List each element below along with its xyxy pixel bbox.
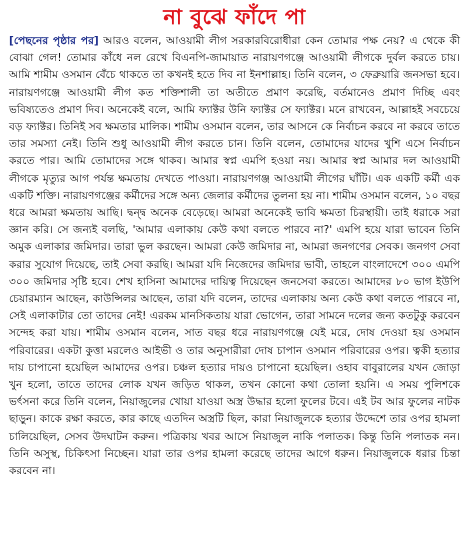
article-body (9, 33, 460, 480)
article-headline: না বুঝে ফাঁদে পা (163, 5, 306, 29)
continued-from-marker: [পেছনের পৃষ্ঠার পর] (9, 35, 99, 47)
article-body-text: আরও বলেন, আওয়ামী লীগ সরকারবিরোধীরা কেন তোমার পক্ষ নেয়? এ থেকে কী বোঝা গেল! তোমার কাঁধে নল রেখে বিএনপি-জামায়াত নারায়ণগঞ্জে আওয়ামী লীগকে দুর্বল করতে চায়। আমি শামীম ওসমান বেঁচে থাকতে তা কখনই হতে দিব না ইনশাল্লাহ। তিনি বলেন, ৩ ফেব্রুয়ারি জনসভা হবে। নারায়ণগঞ্জে আওয়ামী লীগ কত শক্তিশালী তা অতীতে প্রমাণ করেছি, বর্তমানেও প্রমাণ দিচ্ছি এবং ভবিষ্যতেও প্রমাণ দিব। অনেকেই বলে, আমি ফ্যাক্টর উনি ফ্যাক্টর সে ফ্যাক্টর। মনে রাখবেন, আল্লাহই সবচেয়ে বড় ফ্যাক্টর। তিনিই সব ক্ষমতার মালিক। শামীম ওসমান বলেন, তার আসনে কে নির্বাচন করবে না করবে তাতে তার সমস্যা নেই। তিনি শুধু আওয়ামী লীগ করতে চান। তিনি বলেন, তোমাদের যাদের খুশি এসে নির্বাচন করতে পার। আমি তোমাদের সঙ্গে থাকব। আমার স্বপ্ন এমপি হওয়া নয়। আমার স্বপ্ন আমার দল আওয়ামী লীগকে মৃত্যুর আগ পর্যন্ত ক্ষমতায় দেখতে পাওয়া। নারায়ণগঞ্জ আওয়ামী লীগের ঘাঁটি। এক একটি কর্মী এক একটি শক্তি। নারায়ণগঞ্জের কর্মীদের সঙ্গে অন্য জেলার কর্মীদের তুলনা হয় না। শামীম ওসমান বলেন, ১০ বছর ধরে আমরা ক্ষমতায় আছি। দ্বন্দ্ব অনেক বেড়েছে। আমরা অনেকেই ভাবি ক্ষমতা চিরস্থায়ী। তাই ধরাকে সরা জ্ঞান করি। সে জন্যই বলছি, 'আমার এলাকায় কেউ কথা বলতে পারবে না?' এমপি হয়ে যারা ভাবেন তিনি অমুক এলাকার জমিদার। তারা ভুল করছেন। আমরা কেউ জমিদার না, আমরা জনগণের সেবক। জনগণ সেবা করার সুযোগ দিয়েছে, তাই সেবা করছি। আমরা যদি নিজেদের জমিদার ভাবী, তাহলে বাংলাদেশে ৩০০ এমপি ৩০০ জমিদার সৃষ্টি হবে। শেখ হাসিনা আমাদের দায়িত্ব দিয়েছেন জনসেবা করতে। আমাদের ৮০ ভাগ ইউপি চেয়ারম্যান আছেন, কাউন্সিলর আছেন, তারা যদি বলেন, তাদের এলাকায় অন্য কেউ কথা বলতে পারবে না, সেই এলাকাটার তো তাদের নেই! এরকম মানসিকতায় যারা ভোগেন, তারা সামনে দলের জন্য কতটুকু করবেন সন্দেহ করা যায়। শামীম ওসমান বলেন, সাত বছর ধরে নারায়ণগঞ্জে যেই মরে, দোষ দেওয়া হয় ওসমান পরিবারের। একটা কুত্তা মরলেও আইভী ও তার অনুসারীরা দোষ চাপান ওসমান পরিবারের ওপর। ত্বকী হত্যার দায় চাপানো হয়েছিল আমাদের ওপর। চঞ্চল হত্যার দায়ও চাপানো হয়েছিল। ওহাব বাবুরালের যখন জোড়া খুন হলো, তাতে তাদের লোক যখন জড়িত থাকল, তখন কোনো কথা তোলা হয়নি। এ সময় পুলিশকে ভর্ৎসনা করে তিনি বলেন, নিয়াজুলের খোয়া যাওয়া অস্ত্র উদ্ধার হলো ফুলের টবে। এই টব আর ফুলের নাটক ছাড়ুন। কাকে রক্ষা করতে, কার কাছে এতদিন অস্ত্রটি ছিল, কারা নিয়াজুলকে হত্যার উদ্দেশে তার ওপর হামলা চালিয়েছিল, সেসব উদঘাটন করুন। পত্রিকায় খবর আসে নিয়াজুল নাকি পলাতক। কিন্তু তিনি পলাতক নন। তিনি অসুস্থ, চিকিৎসা নিচ্ছেন। যারা তার ওপর হামলা করেছে তাদের আগে ধরুন। নিয়াজুলকে ধরার চিন্তা করবেন না। (9, 35, 460, 478)
